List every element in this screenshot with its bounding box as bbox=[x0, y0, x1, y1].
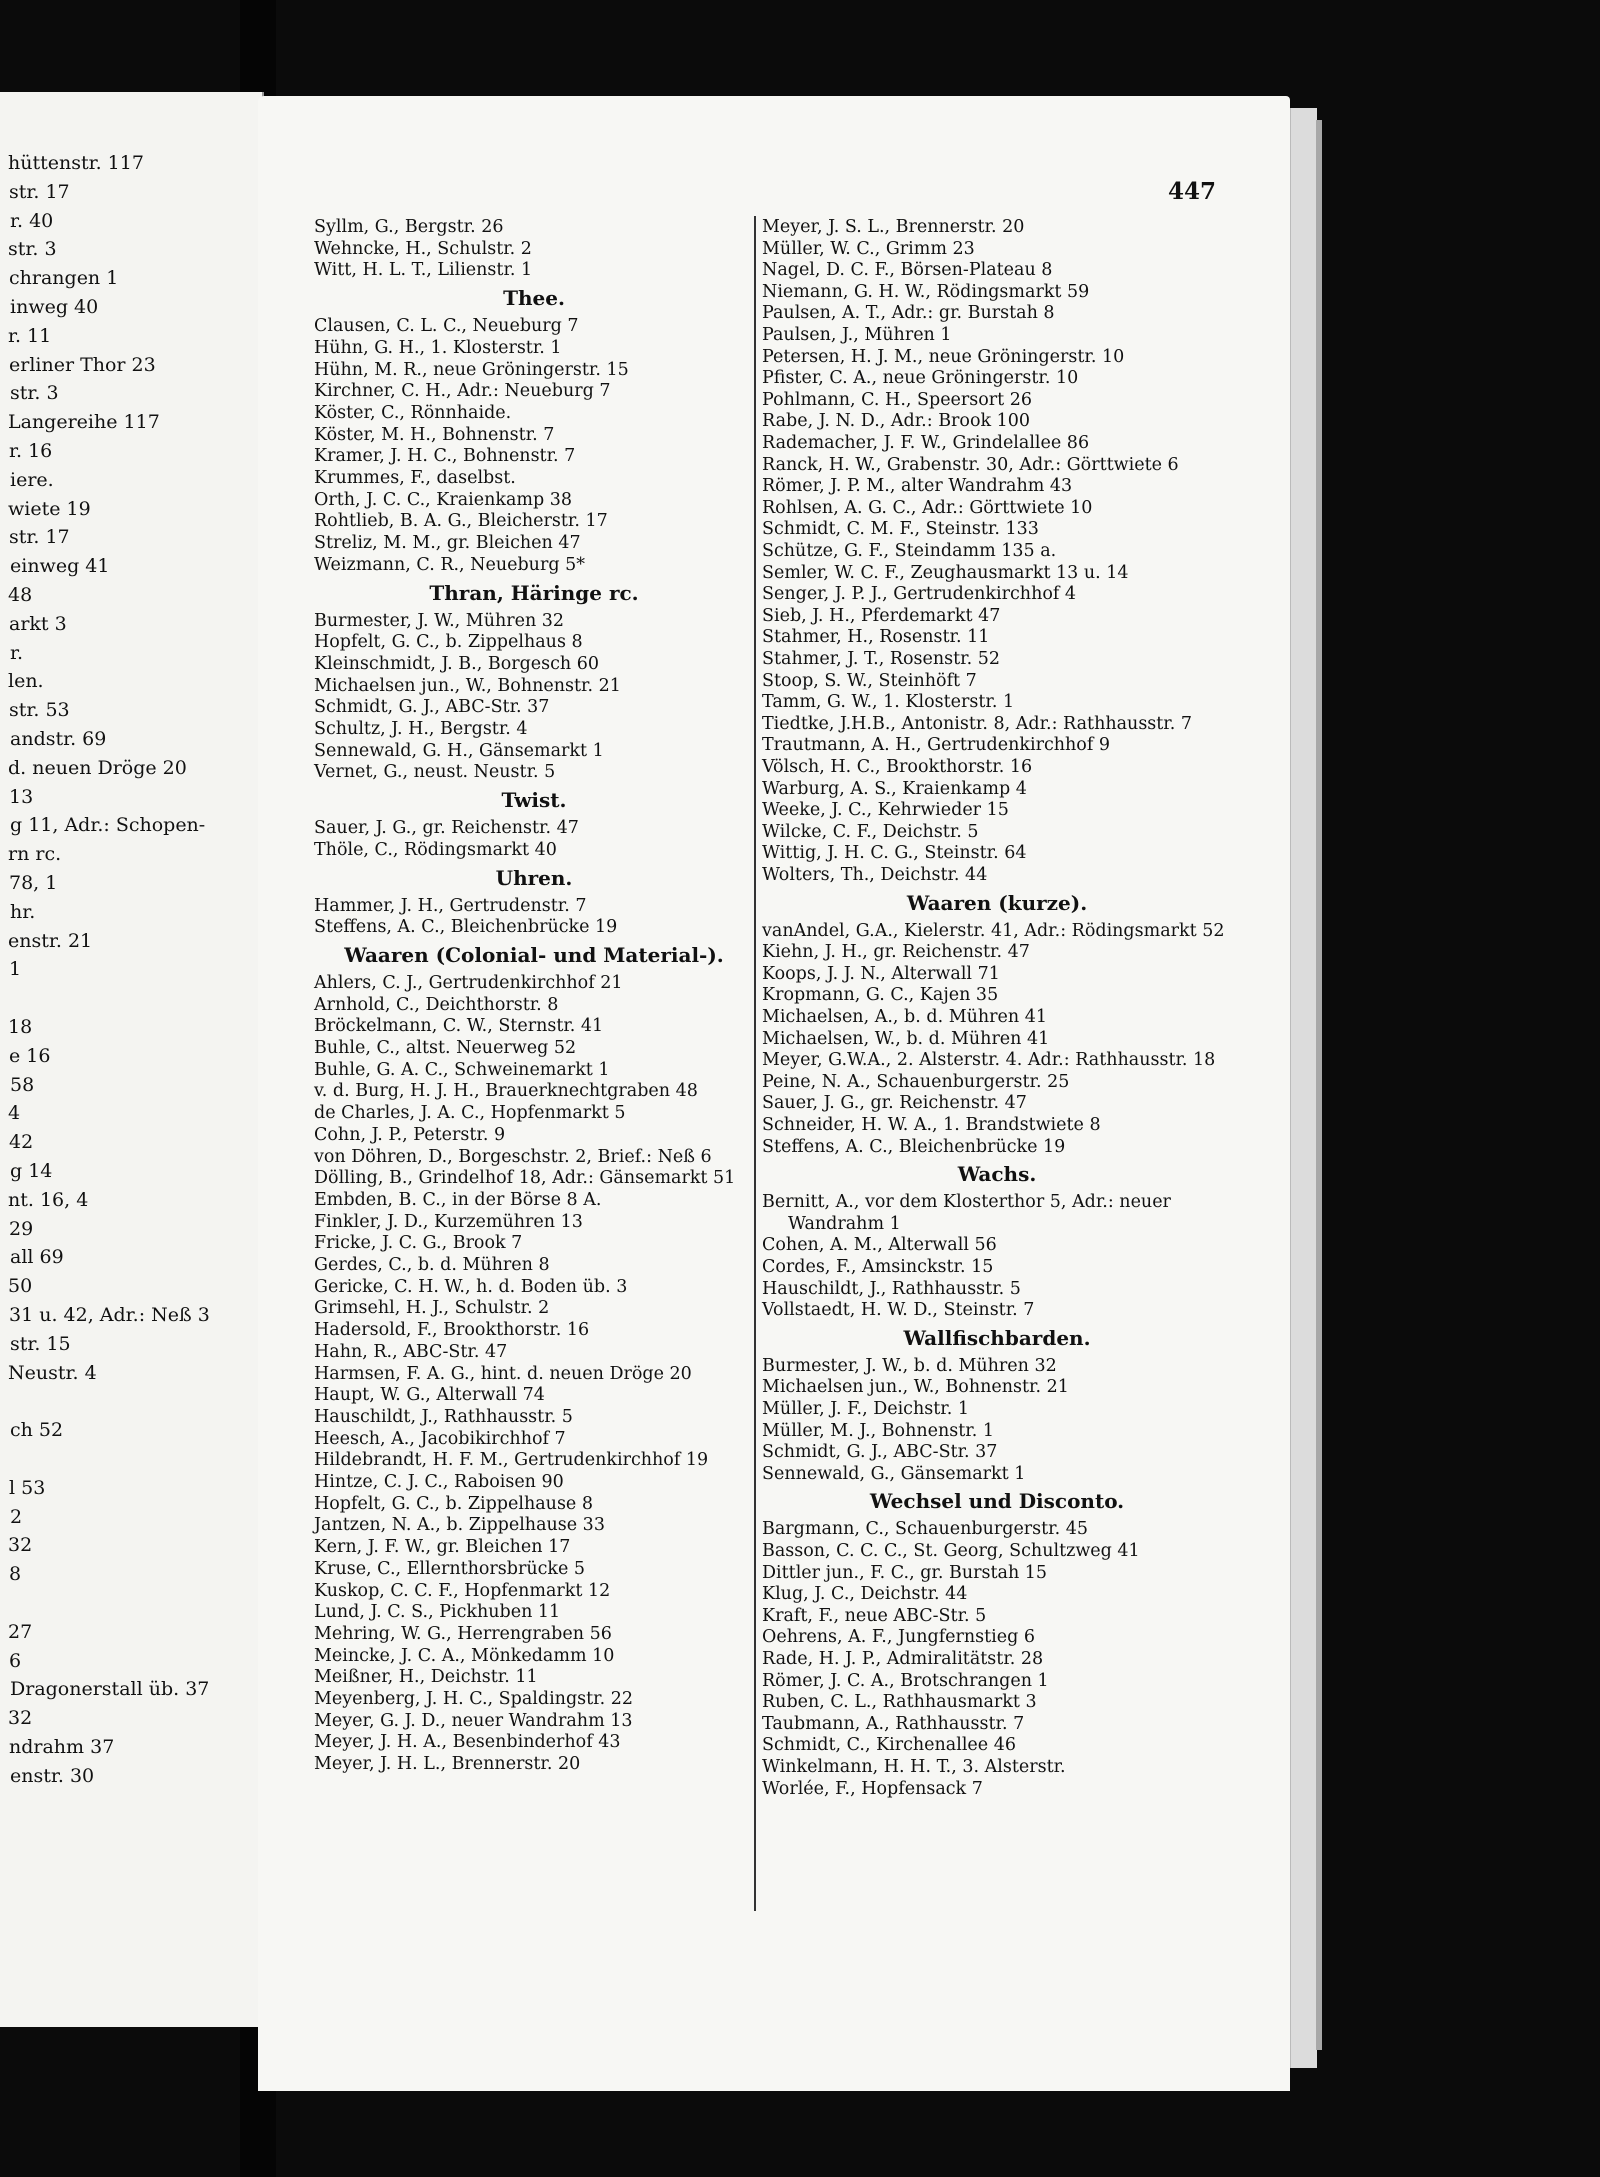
left-page-line: nt. 16, 4 bbox=[8, 1188, 89, 1211]
directory-entry: Stahmer, J. T., Rosenstr. 52 bbox=[762, 649, 1000, 669]
directory-entry: Witt, H. L. T., Lilienstr. 1 bbox=[314, 260, 533, 281]
directory-entry: Meincke, J. C. A., Mönkedamm 10 bbox=[314, 1645, 615, 1666]
directory-entry: Pohlmann, C. H., Speersort 26 bbox=[762, 389, 1033, 410]
column-divider bbox=[754, 216, 756, 1911]
directory-entry: Cordes, F., Amsinckstr. 15 bbox=[762, 1257, 994, 1277]
directory-entry: Rohlsen, A. G. C., Adr.: Görttwiete 10 bbox=[762, 497, 1093, 518]
directory-entry: de Charles, J. A. C., Hopfenmarkt 5 bbox=[314, 1103, 626, 1124]
left-page-line: 4 bbox=[8, 1102, 21, 1125]
directory-entry: Finkler, J. D., Kurzemühren 13 bbox=[314, 1211, 583, 1232]
section-heading: Wechsel und Disconto. bbox=[869, 1489, 1125, 1514]
directory-entry: Bernitt, A., vor dem Klosterthor 5, Adr.: neuer bbox=[762, 1192, 1171, 1213]
directory-entry: Basson, C. C. C., St. Georg, Schultzweg 41 bbox=[762, 1541, 1140, 1561]
directory-entry: Tamm, G. W., 1. Klosterstr. 1 bbox=[762, 692, 1015, 713]
left-page-line: Neustr. 4 bbox=[8, 1361, 97, 1384]
directory-entry: Rabe, J. N. D., Adr.: Brook 100 bbox=[762, 411, 1031, 432]
directory-entry: Krummes, F., daselbst. bbox=[314, 468, 516, 488]
directory-entry: Müller, M. J., Bohnenstr. 1 bbox=[762, 1420, 994, 1441]
directory-entry: Kropmann, G. C., Kajen 35 bbox=[762, 985, 999, 1006]
directory-entry: Rohtlieb, B. A. G., Bleicherstr. 17 bbox=[314, 511, 608, 532]
directory-entry: Meyer, J. H. A., Besenbinderhof 43 bbox=[314, 1732, 621, 1753]
directory-entry: Haupt, W. G., Alterwall 74 bbox=[314, 1385, 545, 1406]
directory-entry: Schmidt, G. J., ABC-Str. 37 bbox=[762, 1442, 998, 1463]
left-page-line: g 14 bbox=[10, 1160, 53, 1182]
section-heading: Thran, Häringe rc. bbox=[429, 580, 639, 605]
left-page-line: 78, 1 bbox=[9, 872, 58, 894]
directory-entry: Oehrens, A. F., Jungfernstieg 6 bbox=[762, 1627, 1036, 1648]
directory-entry: Peine, N. A., Schauenburgerstr. 25 bbox=[762, 1071, 1070, 1092]
directory-entry: Cohen, A. M., Alterwall 56 bbox=[762, 1235, 997, 1256]
directory-entry: Streliz, M. M., gr. Bleichen 47 bbox=[314, 533, 581, 554]
directory-entry: Worlée, F., Hopfensack 7 bbox=[762, 1778, 983, 1799]
left-page-line: inweg 40 bbox=[10, 296, 99, 318]
directory-entry: Ahlers, C. J., Gertrudenkirchhof 21 bbox=[314, 972, 623, 993]
left-page-line: d. neuen Dröge 20 bbox=[8, 756, 187, 779]
directory-entry: Burmester, J. W., Mühren 32 bbox=[314, 610, 565, 631]
left-page-line: g 11, Adr.: Schopen- bbox=[10, 814, 206, 837]
directory-entry: Schultz, J. H., Bergstr. 4 bbox=[314, 719, 528, 739]
section-heading: Thee. bbox=[503, 286, 565, 311]
left-page-line: 32 bbox=[8, 1534, 33, 1557]
directory-entry: Weizmann, C. R., Neueburg 5* bbox=[314, 554, 585, 575]
directory-entry: Schütze, G. F., Steindamm 135 a. bbox=[762, 541, 1057, 561]
directory-entry: vanAndel, G.A., Kielerstr. 41, Adr.: Rödingsmarkt 52 bbox=[762, 920, 1225, 941]
directory-entry: Cohn, J. P., Peterstr. 9 bbox=[314, 1124, 506, 1145]
left-page-line: 31 u. 42, Adr.: Neß 3 bbox=[9, 1304, 210, 1326]
directory-entry: Steffens, A. C., Bleichenbrücke 19 bbox=[314, 917, 618, 938]
left-page-line: einweg 41 bbox=[10, 555, 110, 578]
left-page-line: iere. bbox=[10, 468, 54, 491]
left-page-line: erliner Thor 23 bbox=[9, 353, 156, 376]
left-page-line: arkt 3 bbox=[9, 612, 67, 635]
directory-entry: Harmsen, F. A. G., hint. d. neuen Dröge 20 bbox=[314, 1363, 692, 1384]
directory-entry: Meyer, J. H. L., Brennerstr. 20 bbox=[314, 1754, 581, 1775]
directory-entry: Hühn, M. R., neue Gröningerstr. 15 bbox=[314, 359, 629, 380]
directory-entry: Kruse, C., Ellernthorsbrücke 5 bbox=[314, 1558, 586, 1579]
directory-entry: Sauer, J. G., gr. Reichenstr. 47 bbox=[314, 818, 579, 839]
directory-entry: Sennewald, G., Gänsemarkt 1 bbox=[762, 1463, 1026, 1484]
directory-entry: Grimsehl, H. J., Schulstr. 2 bbox=[314, 1298, 550, 1319]
directory-entry: Senger, J. P. J., Gertrudenkirchhof 4 bbox=[762, 584, 1077, 605]
directory-entry: Tiedtke, J.H.B., Antonistr. 8, Adr.: Rathhausstr. 7 bbox=[762, 713, 1193, 734]
section-heading: Uhren. bbox=[495, 865, 573, 890]
left-page-line: ch 52 bbox=[10, 1419, 64, 1442]
directory-entry: Müller, W. C., Grimm 23 bbox=[762, 238, 975, 259]
directory-entry: Thöle, C., Rödingsmarkt 40 bbox=[314, 839, 557, 860]
directory-entry: Schmidt, C. M. F., Steinstr. 133 bbox=[762, 519, 1039, 540]
section-heading: Waaren (kurze). bbox=[906, 890, 1088, 915]
directory-entry: Fricke, J. C. G., Brook 7 bbox=[314, 1233, 523, 1254]
directory-entry: Hopfelt, G. C., b. Zippelhause 8 bbox=[314, 1493, 593, 1514]
left-page-line: 2 bbox=[10, 1505, 23, 1528]
directory-entry: Semler, W. C. F., Zeughausmarkt 13 u. 14 bbox=[762, 562, 1129, 583]
directory-entry: Kramer, J. H. C., Bohnenstr. 7 bbox=[314, 446, 576, 467]
directory-entry: Gerdes, C., b. d. Mühren 8 bbox=[314, 1255, 550, 1275]
directory-entry: Wandrahm 1 bbox=[788, 1213, 901, 1234]
directory-entry: Hammer, J. H., Gertrudenstr. 7 bbox=[314, 895, 587, 916]
directory-entry: Lund, J. C. S., Pickhuben 11 bbox=[314, 1602, 561, 1623]
directory-entry: Dölling, B., Grindelhof 18, Adr.: Gänsemarkt 51 bbox=[314, 1168, 736, 1189]
directory-entry: Paulsen, A. T., Adr.: gr. Burstah 8 bbox=[762, 303, 1055, 324]
directory-entry: Rademacher, J. F. W., Grindelallee 86 bbox=[762, 433, 1090, 453]
left-page-line: str. 53 bbox=[9, 699, 70, 722]
directory-entry: Michaelsen, W., b. d. Mühren 41 bbox=[762, 1028, 1050, 1049]
left-page-line: str. 15 bbox=[10, 1332, 71, 1355]
directory-entry: Petersen, H. J. M., neue Gröningerstr. 10 bbox=[762, 346, 1125, 367]
directory-entry: Vollstaedt, H. W. D., Steinstr. 7 bbox=[762, 1300, 1035, 1321]
section-heading: Twist. bbox=[501, 788, 567, 813]
directory-entry: Winkelmann, H. H. T., 3. Alsterstr. bbox=[762, 1757, 1066, 1777]
directory-entry: Hühn, G. H., 1. Klosterstr. 1 bbox=[314, 337, 562, 358]
directory-entry: Vernet, G., neust. Neustr. 5 bbox=[314, 762, 556, 783]
directory-entry: Rade, H. J. P., Admiralitätstr. 28 bbox=[762, 1649, 1044, 1669]
directory-entry: Wilcke, C. F., Deichstr. 5 bbox=[762, 821, 979, 842]
directory-entry: Sauer, J. G., gr. Reichenstr. 47 bbox=[762, 1093, 1027, 1114]
directory-entry: Völsch, H. C., Brookthorstr. 16 bbox=[762, 757, 1033, 777]
directory-entry: Ranck, H. W., Grabenstr. 30, Adr.: Görttwiete 6 bbox=[762, 454, 1179, 475]
directory-entry: Hildebrandt, H. F. M., Gertrudenkirchhof 19 bbox=[314, 1450, 709, 1471]
directory-entry: Hadersold, F., Brookthorstr. 16 bbox=[314, 1320, 590, 1341]
directory-entry: Stahmer, H., Rosenstr. 11 bbox=[762, 627, 990, 648]
left-page-line: 29 bbox=[9, 1217, 34, 1240]
directory-entry: Trautmann, A. H., Gertrudenkirchhof 9 bbox=[762, 735, 1111, 756]
directory-entry: Hauschildt, J., Rathhausstr. 5 bbox=[314, 1406, 573, 1427]
directory-entry: Schneider, H. W. A., 1. Brandstwiete 8 bbox=[762, 1115, 1101, 1135]
directory-entry: Arnhold, C., Deichthorstr. 8 bbox=[314, 994, 559, 1015]
directory-entry: Burmester, J. W., b. d. Mühren 32 bbox=[762, 1355, 1057, 1376]
directory-entry: Bargmann, C., Schauenburgerstr. 45 bbox=[762, 1519, 1089, 1540]
directory-entry: Dittler jun., F. C., gr. Burstah 15 bbox=[762, 1562, 1048, 1583]
directory-entry: von Döhren, D., Borgeschstr. 2, Brief.: Neß 6 bbox=[314, 1146, 712, 1167]
directory-entry: Wolters, Th., Deichstr. 44 bbox=[762, 865, 988, 885]
directory-entry: Michaelsen, A., b. d. Mühren 41 bbox=[762, 1007, 1047, 1027]
left-page-line: rn rc. bbox=[8, 843, 62, 866]
left-page-line: str. 3 bbox=[10, 382, 59, 405]
directory-entry: Sennewald, G. H., Gänsemarkt 1 bbox=[314, 740, 604, 761]
directory-entry: Buhle, C., altst. Neuerweg 52 bbox=[314, 1038, 577, 1058]
directory-entry: Nagel, D. C. F., Börsen-Plateau 8 bbox=[762, 260, 1053, 281]
left-page-line: 27 bbox=[8, 1620, 33, 1643]
left-page-line: e 16 bbox=[9, 1044, 51, 1067]
directory-entry: Taubmann, A., Rathhausstr. 7 bbox=[762, 1713, 1025, 1734]
left-page-line: 1 bbox=[9, 958, 22, 981]
left-page-line: enstr. 21 bbox=[8, 929, 93, 952]
left-page-line: str. 17 bbox=[9, 526, 70, 549]
left-page-line: andstr. 69 bbox=[10, 728, 107, 750]
left-page-line: enstr. 30 bbox=[10, 1764, 95, 1787]
directory-entry: Michaelsen jun., W., Bohnenstr. 21 bbox=[314, 675, 621, 696]
directory-entry: v. d. Burg, H. J. H., Brauerknechtgraben 48 bbox=[314, 1081, 698, 1102]
directory-entry: Michaelsen jun., W., Bohnenstr. 21 bbox=[762, 1377, 1069, 1398]
directory-entry: Schmidt, C., Kirchenallee 46 bbox=[762, 1735, 1016, 1756]
left-page-line: chrangen 1 bbox=[9, 267, 119, 290]
left-page-line: str. 3 bbox=[8, 238, 57, 261]
directory-entry: Hahn, R., ABC-Str. 47 bbox=[314, 1341, 508, 1362]
left-page-line: r. 40 bbox=[10, 209, 54, 232]
directory-entry: Römer, J. P. M., alter Wandrahm 43 bbox=[762, 476, 1073, 497]
directory-entry: Bröckelmann, C. W., Sternstr. 41 bbox=[314, 1016, 604, 1037]
left-page-line: r. 16 bbox=[9, 440, 53, 462]
left-page-line: str. 17 bbox=[9, 180, 70, 203]
left-page-line: 42 bbox=[9, 1131, 34, 1154]
directory-entry: Hauschildt, J., Rathhausstr. 5 bbox=[762, 1278, 1021, 1299]
directory-entry: Schmidt, G. J., ABC-Str. 37 bbox=[314, 697, 550, 718]
left-page-line: r. bbox=[10, 641, 24, 664]
directory-entry: Meyer, G. J. D., neuer Wandrahm 13 bbox=[314, 1710, 633, 1731]
left-page bbox=[0, 92, 264, 2027]
left-page-line: 48 bbox=[8, 584, 33, 606]
left-page-line: l 53 bbox=[9, 1476, 46, 1499]
directory-entry: Stoop, S. W., Steinhöft 7 bbox=[762, 670, 977, 691]
directory-entry: Heesch, A., Jacobikirchhof 7 bbox=[314, 1428, 566, 1449]
directory-entry: Gericke, C. H. W., h. d. Boden üb. 3 bbox=[314, 1276, 628, 1297]
directory-entry: Niemann, G. H. W., Rödingsmarkt 59 bbox=[762, 281, 1090, 302]
directory-entry: Sieb, J. H., Pferdemarkt 47 bbox=[762, 605, 1001, 626]
left-page-line: r. 11 bbox=[8, 324, 52, 347]
directory-entry: Clausen, C. L. C., Neueburg 7 bbox=[314, 316, 579, 337]
left-page-line: 6 bbox=[9, 1649, 22, 1672]
left-page-line: ndrahm 37 bbox=[9, 1736, 115, 1758]
section-heading: Wallfischbarden. bbox=[903, 1325, 1091, 1350]
directory-entry: Ruben, C. L., Rathhausmarkt 3 bbox=[762, 1692, 1037, 1713]
directory-entry: Meyer, J. S. L., Brennerstr. 20 bbox=[762, 217, 1025, 237]
left-page-line: hüttenstr. 117 bbox=[8, 152, 144, 174]
directory-entry: Klug, J. C., Deichstr. 44 bbox=[762, 1584, 968, 1605]
left-page-line: 8 bbox=[9, 1563, 22, 1586]
directory-entry: Buhle, G. A. C., Schweinemarkt 1 bbox=[314, 1059, 610, 1080]
directory-entry: Meißner, H., Deichstr. 11 bbox=[314, 1667, 538, 1688]
directory-entry: Kuskop, C. C. F., Hopfenmarkt 12 bbox=[314, 1580, 611, 1601]
left-page-line: 32 bbox=[8, 1707, 33, 1730]
directory-entry: Kleinschmidt, J. B., Borgesch 60 bbox=[314, 653, 600, 674]
directory-entry: Warburg, A. S., Kraienkamp 4 bbox=[762, 778, 1027, 799]
left-page-line: hr. bbox=[10, 900, 36, 923]
directory-entry: Pfister, C. A., neue Gröningerstr. 10 bbox=[762, 368, 1079, 389]
page-edge-shadow bbox=[1316, 120, 1322, 2050]
directory-entry: Köster, C., Rönnhaide. bbox=[314, 402, 512, 423]
directory-entry: Weeke, J. C., Kehrwieder 15 bbox=[762, 800, 1009, 821]
left-page-line: 58 bbox=[10, 1073, 35, 1096]
directory-entry: Jantzen, N. A., b. Zippelhause 33 bbox=[314, 1515, 605, 1536]
directory-entry: Syllm, G., Bergstr. 26 bbox=[314, 217, 504, 237]
directory-entry: Köster, M. H., Bohnenstr. 7 bbox=[314, 424, 555, 445]
page-edge bbox=[1290, 108, 1317, 2068]
directory-entry: Hopfelt, G. C., b. Zippelhaus 8 bbox=[314, 632, 583, 653]
directory-entry: Paulsen, J., Mühren 1 bbox=[762, 325, 952, 345]
directory-entry: Kirchner, C. H., Adr.: Neueburg 7 bbox=[314, 381, 611, 402]
page-number: 447 bbox=[1168, 178, 1217, 205]
left-page-line: Langereihe 117 bbox=[8, 411, 160, 434]
directory-entry: Kiehn, J. H., gr. Reichenstr. 47 bbox=[762, 942, 1030, 963]
directory-entry: Römer, J. C. A., Brotschrangen 1 bbox=[762, 1670, 1049, 1691]
left-page-line: 13 bbox=[9, 785, 34, 808]
left-page-line: wiete 19 bbox=[8, 497, 91, 520]
directory-entry: Kraft, F., neue ABC-Str. 5 bbox=[762, 1605, 987, 1626]
directory-entry: Meyenberg, J. H. C., Spaldingstr. 22 bbox=[314, 1689, 634, 1709]
directory-entry: Embden, B. C., in der Börse 8 A. bbox=[314, 1189, 602, 1210]
directory-entry: Mehring, W. G., Herrengraben 56 bbox=[314, 1623, 612, 1644]
left-page-line: 50 bbox=[8, 1275, 33, 1298]
directory-entry: Steffens, A. C., Bleichenbrücke 19 bbox=[762, 1136, 1066, 1157]
directory-entry: Wittig, J. H. C. G., Steinstr. 64 bbox=[762, 843, 1027, 864]
left-page-line: all 69 bbox=[10, 1246, 64, 1269]
left-page-line: len. bbox=[8, 670, 44, 693]
directory-entry: Meyer, G.W.A., 2. Alsterstr. 4. Adr.: Rathhausstr. 18 bbox=[762, 1050, 1216, 1071]
directory-entry: Kern, J. F. W., gr. Bleichen 17 bbox=[314, 1537, 571, 1558]
directory-entry: Müller, J. F., Deichstr. 1 bbox=[762, 1399, 969, 1419]
left-page-line: 18 bbox=[8, 1016, 33, 1038]
section-heading: Waaren (Colonial- und Material-). bbox=[344, 942, 724, 967]
directory-entry: Wehncke, H., Schulstr. 2 bbox=[314, 238, 532, 259]
directory-entry: Hintze, C. J. C., Raboisen 90 bbox=[314, 1472, 564, 1492]
directory-entry: Orth, J. C. C., Kraienkamp 38 bbox=[314, 489, 573, 510]
left-page-line: Dragonerstall üb. 37 bbox=[10, 1678, 210, 1701]
section-heading: Wachs. bbox=[957, 1162, 1037, 1187]
directory-entry: Koops, J. J. N., Alterwall 71 bbox=[762, 963, 1000, 984]
